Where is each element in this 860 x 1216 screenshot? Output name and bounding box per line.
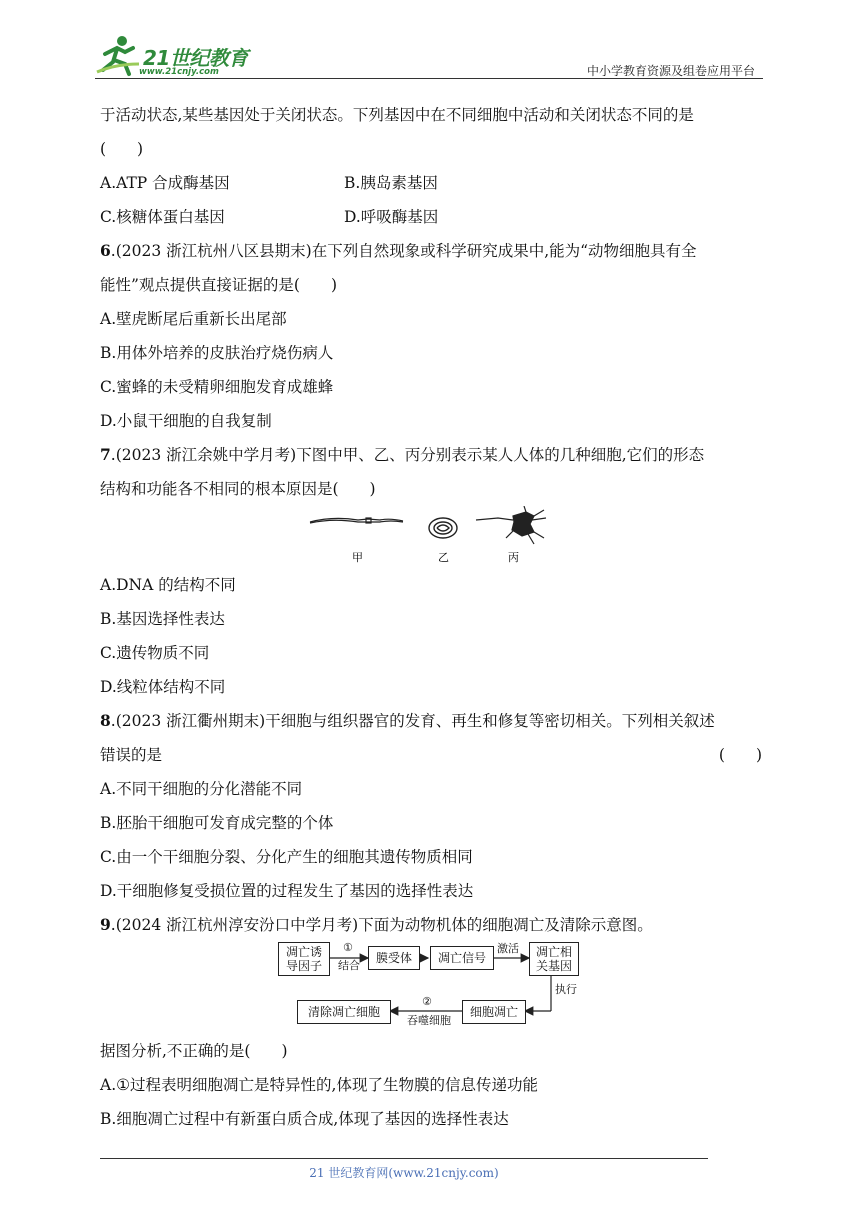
q8-stem-line2 bbox=[100, 738, 762, 772]
q8-number: 8 bbox=[100, 711, 111, 730]
logo-text: 21世纪教育 bbox=[143, 46, 248, 70]
q8-stem1: .(2023 浙江衢州期末)干细胞与组织器官的发育、再生和修复等密切相关。下列相关叙述 bbox=[110, 712, 715, 730]
q7-option-b: B.基因选择性表达 bbox=[100, 610, 225, 628]
header-divider bbox=[95, 78, 763, 79]
flow-box-genes bbox=[529, 942, 579, 976]
fig-label-yi: 乙 bbox=[438, 551, 449, 564]
q8-stem2: 错误的是 bbox=[100, 746, 163, 764]
footer-divider bbox=[100, 1158, 708, 1159]
q8-stem-line1 bbox=[100, 704, 762, 738]
q5-option-d: D.呼吸酶基因 bbox=[344, 208, 439, 226]
apoptosis-flow-diagram bbox=[100, 942, 762, 1034]
q7-stem-line1 bbox=[100, 438, 762, 472]
page-header bbox=[95, 30, 763, 80]
q5-option-b: B.胰岛素基因 bbox=[344, 174, 438, 192]
cell-yi-drawing bbox=[429, 518, 457, 538]
flow-box-genes-line1: 凋亡相 bbox=[535, 945, 572, 959]
q7-stem2: 结构和功能各不相同的根本原因是( ) bbox=[100, 480, 376, 498]
flow-step1-label: 结合 bbox=[338, 959, 360, 972]
q5-options-row1 bbox=[100, 166, 762, 200]
q9-stem-line1 bbox=[100, 908, 762, 942]
q5-option-a: A.ATP 合成酶基因 bbox=[100, 174, 230, 192]
fig-label-bing: 丙 bbox=[508, 551, 519, 564]
q7-stem-line2 bbox=[100, 472, 762, 506]
q5-stem-line bbox=[100, 98, 762, 132]
flow-step1-marker: ① bbox=[343, 941, 353, 954]
flow-box-inducer bbox=[278, 942, 330, 976]
q8-option-a: A.不同干细胞的分化潜能不同 bbox=[100, 780, 303, 798]
flow-box-clearance: 清除凋亡细胞 bbox=[297, 1000, 391, 1024]
q6-stem2: 能性”观点提供直接证据的是( ) bbox=[100, 276, 338, 294]
q7-option-d: D.线粒体结构不同 bbox=[100, 678, 226, 696]
flow-box-receptor: 膜受体 bbox=[368, 946, 420, 970]
platform-title: 中小学教育资源及组卷应用平台 bbox=[586, 64, 755, 78]
q8-option-c: C.由一个干细胞分裂、分化产生的细胞其遗传物质相同 bbox=[100, 848, 473, 866]
cell-types-figure bbox=[100, 506, 762, 568]
flow-activate-label: 激活 bbox=[497, 942, 519, 955]
q5-paren-line bbox=[100, 132, 762, 166]
flow-execute-label: 执行 bbox=[555, 983, 577, 996]
q8-answer-paren: ( ) bbox=[718, 746, 762, 764]
q9-stem2: 据图分析,不正确的是( ) bbox=[100, 1042, 288, 1060]
q9-option-a: A.①过程表明细胞凋亡是特异性的,体现了生物膜的信息传递功能 bbox=[100, 1076, 538, 1094]
q9-option-b: B.细胞凋亡过程中有新蛋白质合成,体现了基因的选择性表达 bbox=[100, 1110, 509, 1128]
question-content bbox=[100, 98, 762, 1136]
flow-box-inducer-line2: 导因子 bbox=[285, 959, 322, 973]
q6-stem-line2 bbox=[100, 268, 762, 302]
q8-option-b: B.胚胎干细胞可发育成完整的个体 bbox=[100, 814, 334, 832]
logo-url: www.21cnjy.com bbox=[139, 67, 219, 77]
q9-number: 9 bbox=[100, 915, 111, 934]
cell-bing-drawing bbox=[476, 506, 546, 544]
q6-stem1: .(2023 浙江杭州八区县期末)在下列自然现象或科学研究成果中,能为“动物细胞具有全 bbox=[110, 242, 697, 260]
q8-option-d: D.干细胞修复受损位置的过程发生了基因的选择性表达 bbox=[100, 882, 474, 900]
site-logo[interactable] bbox=[95, 34, 265, 78]
fig-label-jia: 甲 bbox=[352, 551, 363, 564]
q6-option-b: B.用体外培养的皮肤治疗烧伤病人 bbox=[100, 344, 334, 362]
flow-step2-marker: ② bbox=[422, 995, 432, 1008]
q5-answer-paren: ( ) bbox=[100, 140, 144, 158]
flow-box-genes-line2: 关基因 bbox=[535, 959, 572, 973]
q6-option-c: C.蜜蜂的未受精卵细胞发育成雄蜂 bbox=[100, 378, 334, 396]
q6-option-a: A.壁虎断尾后重新长出尾部 bbox=[100, 310, 287, 328]
flow-box-inducer-line1: 凋亡诱 bbox=[285, 945, 322, 959]
q5-options-row2 bbox=[100, 200, 762, 234]
cell-drawings bbox=[308, 506, 568, 566]
flow-box-signal: 凋亡信号 bbox=[430, 946, 494, 970]
q5-stem: 于活动状态,某些基因处于关闭状态。下列基因中在不同细胞中活动和关闭状态不同的是 bbox=[100, 106, 694, 124]
flow-box-apoptosis: 细胞凋亡 bbox=[462, 1000, 526, 1024]
flow-step2-label: 吞噬细胞 bbox=[407, 1014, 451, 1027]
runner-logo-icon bbox=[95, 34, 141, 78]
q5-option-c: C.核糖体蛋白基因 bbox=[100, 208, 225, 226]
page-footer[interactable]: 21 世纪教育网(www.21cnjy.com) bbox=[309, 1166, 499, 1180]
q6-option-d: D.小鼠干细胞的自我复制 bbox=[100, 412, 272, 430]
q6-number: 6 bbox=[100, 241, 111, 260]
cell-jia-drawing bbox=[310, 518, 403, 523]
q7-stem1: .(2023 浙江余姚中学月考)下图中甲、乙、丙分别表示某人人体的几种细胞,它们的形态 bbox=[110, 446, 705, 464]
q7-option-c: C.遗传物质不同 bbox=[100, 644, 210, 662]
q7-number: 7 bbox=[100, 445, 111, 464]
q7-option-a: A.DNA 的结构不同 bbox=[100, 576, 236, 594]
q6-stem-line1 bbox=[100, 234, 762, 268]
q9-stem1: .(2024 浙江杭州淳安汾口中学月考)下面为动物机体的细胞凋亡及清除示意图。 bbox=[110, 916, 653, 934]
q9-stem-line2 bbox=[100, 1034, 762, 1068]
